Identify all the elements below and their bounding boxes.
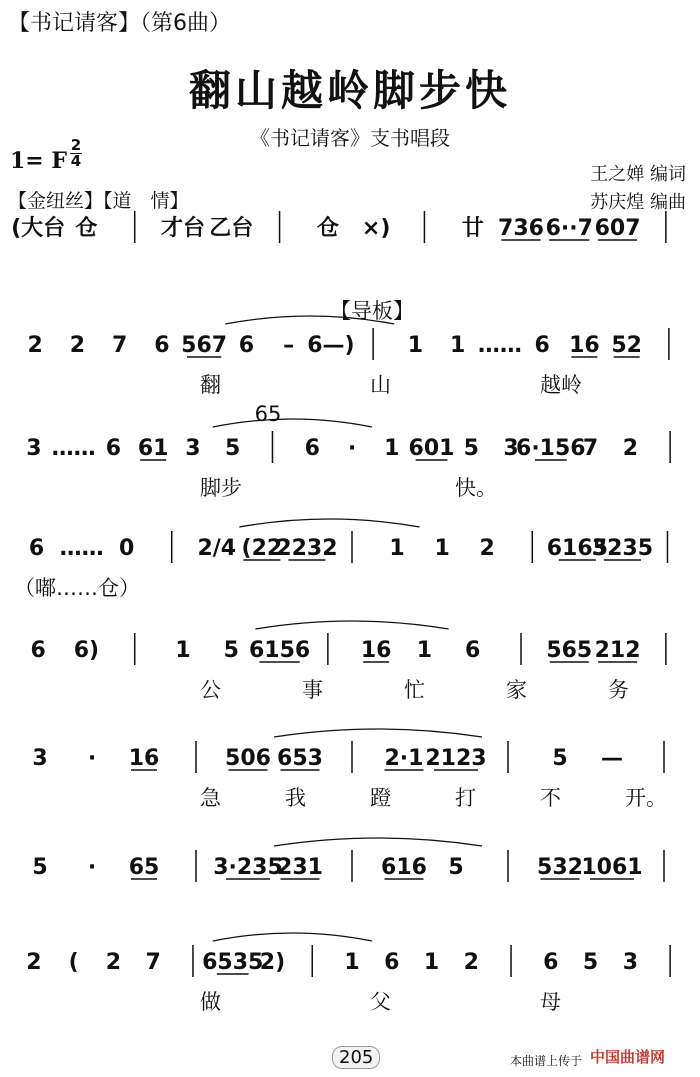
lyric-text: 公: [200, 678, 221, 702]
score-note: 6·156: [516, 436, 586, 461]
lyric-text: 忙: [404, 678, 425, 702]
score-note: 653: [277, 746, 323, 771]
score-note: 2232: [276, 536, 338, 561]
score-note: 5: [552, 746, 568, 771]
score-marking: 65: [254, 402, 282, 426]
lyric-text: 事: [302, 678, 323, 702]
score-note: 1: [175, 638, 191, 663]
score-note: 2): [259, 950, 286, 975]
score-note: ·: [347, 436, 357, 461]
score-note: –: [283, 333, 295, 358]
page-title: 翻山越岭脚步快: [188, 66, 511, 115]
time-signature-bottom: 4: [70, 152, 82, 170]
score-note: 6): [73, 638, 100, 663]
score-note: 3·235: [213, 855, 283, 880]
lyric-text: 脚步: [200, 476, 242, 500]
lyric-text: 翻: [200, 373, 221, 397]
lyric-text: 母: [540, 990, 561, 1014]
score-note: 2/4: [197, 536, 237, 561]
score-note: ×): [361, 216, 391, 241]
score-note: 61: [137, 436, 169, 461]
score-note: 736: [498, 216, 544, 241]
slur-arc: [213, 419, 372, 427]
lyric-text: 父: [370, 990, 391, 1014]
score-note: 2123: [425, 746, 487, 771]
lyricist-credit: 王之婵 编词: [590, 164, 686, 185]
score-note: 0: [119, 536, 135, 561]
score-note: 6: [30, 638, 46, 663]
lyric-text: 打: [455, 786, 476, 810]
lyric-text: 山: [370, 373, 391, 397]
score-note: 231: [277, 855, 323, 880]
score-note: 3: [26, 436, 42, 461]
lyric-text: 越岭: [540, 373, 582, 397]
score-note: 2: [463, 950, 479, 975]
score-note: —: [601, 746, 623, 771]
score-note: ·: [87, 746, 97, 771]
tune-name: 【金纽丝】【道 情】: [8, 190, 189, 212]
score-note: 2: [27, 333, 43, 358]
score-note: 5: [448, 855, 464, 880]
score-note: 16: [360, 638, 392, 663]
score-note: 仓: [75, 216, 98, 241]
site-logo: [590, 1046, 665, 1067]
key-signature: 1= F: [10, 148, 68, 174]
score-note: 2: [479, 536, 495, 561]
lyric-text: 家: [506, 678, 527, 702]
score-note: 6156: [248, 638, 311, 663]
upload-text: 本曲谱上传于: [510, 1054, 583, 1068]
score-note: 607: [594, 216, 641, 241]
score-note: 7: [111, 333, 128, 358]
score-note: 5: [582, 950, 599, 975]
slur-arc: [255, 621, 448, 629]
score-note: 1: [416, 638, 433, 663]
score-note: 3235: [591, 536, 654, 561]
lyric-text: 急: [200, 786, 221, 810]
lyric-text: 不: [540, 786, 561, 810]
score-note: 616: [381, 855, 427, 880]
slur-arc: [274, 838, 482, 846]
score-note: ……: [59, 536, 104, 561]
score-note: 65: [128, 855, 160, 880]
lyric-text: 我: [285, 786, 306, 810]
score-note: 1: [449, 333, 466, 358]
score-note: 廿: [461, 216, 484, 241]
lyric-text: 开。: [625, 786, 667, 810]
score-note: 5: [223, 638, 239, 663]
score-note: 6: [384, 950, 400, 975]
score-note: 3: [185, 436, 201, 461]
score-note: 2: [26, 950, 42, 975]
score-note: 6: [534, 333, 550, 358]
score-note: 1: [423, 950, 440, 975]
score-note: 1: [389, 536, 405, 561]
score-note: 6165: [546, 536, 608, 561]
score-note: 1: [434, 536, 450, 561]
page-number: 205: [332, 1046, 380, 1069]
score-note: 6··7: [545, 216, 593, 241]
score-note: 6: [238, 333, 255, 358]
score-note: 1: [384, 436, 400, 461]
score-note: 532: [537, 855, 583, 880]
score-note: 6535: [202, 950, 264, 975]
lyric-text: 蹬: [370, 786, 391, 810]
slur-arc: [213, 933, 372, 941]
score-note: 5: [32, 855, 48, 880]
score-note: 5: [225, 436, 241, 461]
score-note: 5: [463, 436, 479, 461]
score-note: 3: [503, 436, 519, 461]
score-note: 567: [181, 333, 228, 358]
score-note: (大台: [11, 216, 66, 241]
score-note: 212: [594, 638, 641, 663]
score-note: 6: [28, 536, 45, 561]
score-note: 才台: [160, 216, 206, 241]
song-header-tag: 【书记请客】（第6曲）: [8, 11, 231, 36]
score-note: 16: [128, 746, 160, 771]
score-note: 6: [543, 950, 559, 975]
score-note: ……: [477, 333, 522, 358]
score-note: 6: [154, 333, 170, 358]
score-note: 2: [69, 333, 86, 358]
score-note: 52: [611, 333, 642, 358]
score-note: 1: [344, 950, 360, 975]
score-note: 3: [622, 950, 639, 975]
score-note: 6: [105, 436, 122, 461]
lyric-text: 务: [608, 678, 629, 702]
score-note: 16: [569, 333, 600, 358]
page-subtitle: 《书记请客》支书唱段: [250, 126, 450, 150]
score-note: 601: [408, 436, 455, 461]
score-note: 565: [546, 638, 593, 663]
time-signature-top: 2: [70, 136, 82, 154]
score-note: 2: [622, 436, 639, 461]
score-note: 3: [32, 746, 48, 771]
score-note: 乙台: [209, 216, 254, 241]
score-note: ·: [87, 855, 97, 880]
lyric-text: （嘟……仓）: [14, 576, 140, 600]
score-marking: 【导板】: [330, 299, 414, 323]
score-note: 1: [407, 333, 424, 358]
lyric-text: 做: [200, 990, 221, 1014]
score-note: 6: [465, 638, 481, 663]
lyric-text: 快。: [455, 476, 497, 500]
composer-credit: 苏庆煌 编曲: [590, 192, 686, 213]
score-note: 506: [225, 746, 271, 771]
score-note: 7: [145, 950, 161, 975]
score-note: 1061: [581, 855, 643, 880]
score-note: (22: [241, 536, 283, 561]
score-note: 仓: [316, 216, 339, 241]
slur-arc: [274, 729, 482, 737]
score-note: 6—): [307, 333, 355, 358]
score-note: (: [68, 950, 79, 975]
score-note: 7: [582, 436, 599, 461]
score-note: ……: [51, 436, 96, 461]
score-note: 6: [304, 436, 320, 461]
slur-arc: [239, 519, 419, 527]
score-note: 2: [105, 950, 122, 975]
site-logo-text: 中国曲谱网: [590, 1048, 666, 1066]
score-note: 2·1: [384, 746, 424, 771]
